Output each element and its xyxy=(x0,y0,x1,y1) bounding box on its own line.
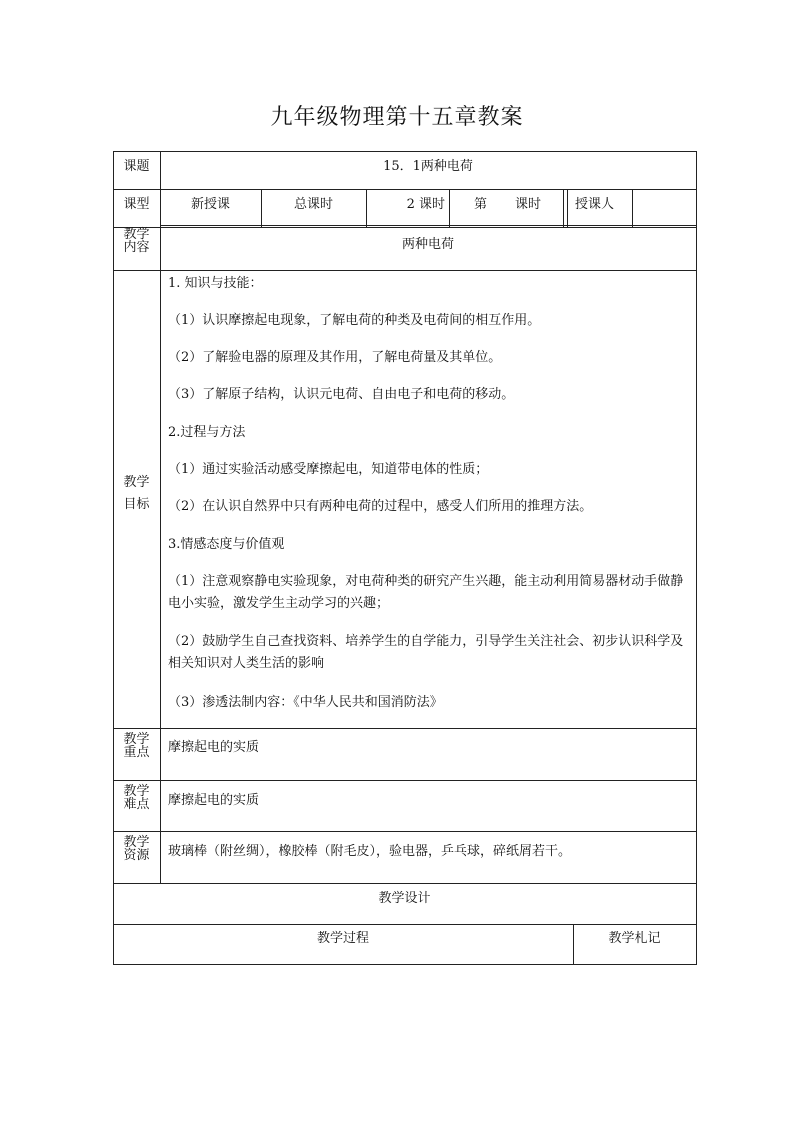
process-heading: 教学过程 xyxy=(316,931,369,946)
type-label: 课型 xyxy=(123,197,150,212)
nth-lesson-suffix: 课时 xyxy=(515,197,542,212)
topic-label: 课题 xyxy=(123,159,150,174)
objective-line: （1）认识摩擦起电现象，了解电荷的种类及电荷间的相互作用。 xyxy=(168,313,541,328)
objective-line: （1）通过实验活动感受摩擦起电，知道带电体的性质； xyxy=(168,462,489,477)
key-point-label: 教学 重点 xyxy=(123,732,150,760)
content-label: 教学 内容 xyxy=(123,227,150,255)
objective-line: （2）鼓励学生自己查找资料、培养学生的自学能力，引导学生关注社会、初步认识科学及相关知识对人类生活的影响 xyxy=(168,634,684,671)
objective-line: 3.情感态度与价值观 xyxy=(168,537,285,552)
topic-value: 15．1两种电荷 xyxy=(383,159,473,174)
teacher-label: 授课人 xyxy=(575,197,615,212)
key-point-value: 摩擦起电的实质 xyxy=(168,740,260,755)
content-value: 两种电荷 xyxy=(401,237,454,252)
type-value: 新授课 xyxy=(190,197,230,212)
document-title: 九年级物理第十五章教案 xyxy=(270,105,524,130)
difficulty-value: 摩擦起电的实质 xyxy=(168,793,260,808)
objective-line: 1. 知识与技能： xyxy=(168,276,263,291)
total-hours-value: 2 课时 xyxy=(406,197,445,212)
nth-lesson-label: 第 xyxy=(474,197,488,212)
resources-label: 教学 资源 xyxy=(123,835,150,863)
objective-line: （3）渗透法制内容：《中华人民共和国消防法》 xyxy=(168,695,443,710)
objective-line: （1）注意观察静电实验现象，对电荷种类的研究产生兴趣，能主动利用简易器材动手做静电小实验，激发学生主动学习的兴趣； xyxy=(168,574,684,611)
objective-line: 2.过程与方法 xyxy=(168,425,246,440)
design-heading: 教学设计 xyxy=(378,891,431,906)
total-hours-label: 总课时 xyxy=(293,197,333,212)
difficulty-label: 教学 难点 xyxy=(123,784,150,812)
objectives-label: 教学 目标 xyxy=(123,475,150,512)
resources-value: 玻璃棒（附丝绸），橡胶棒（附毛皮），验电器，乒乓球，碎纸屑若干。 xyxy=(168,844,572,859)
objective-line: （2）了解验电器的原理及其作用，了解电荷量及其单位。 xyxy=(168,350,502,365)
notes-heading: 教学札记 xyxy=(608,931,661,946)
objective-line: （2）在认识自然界中只有两种电荷的过程中，感受人们所用的推理方法。 xyxy=(168,499,593,514)
objective-line: （3）了解原子结构，认识元电荷、自由电子和电荷的移动。 xyxy=(168,387,515,402)
